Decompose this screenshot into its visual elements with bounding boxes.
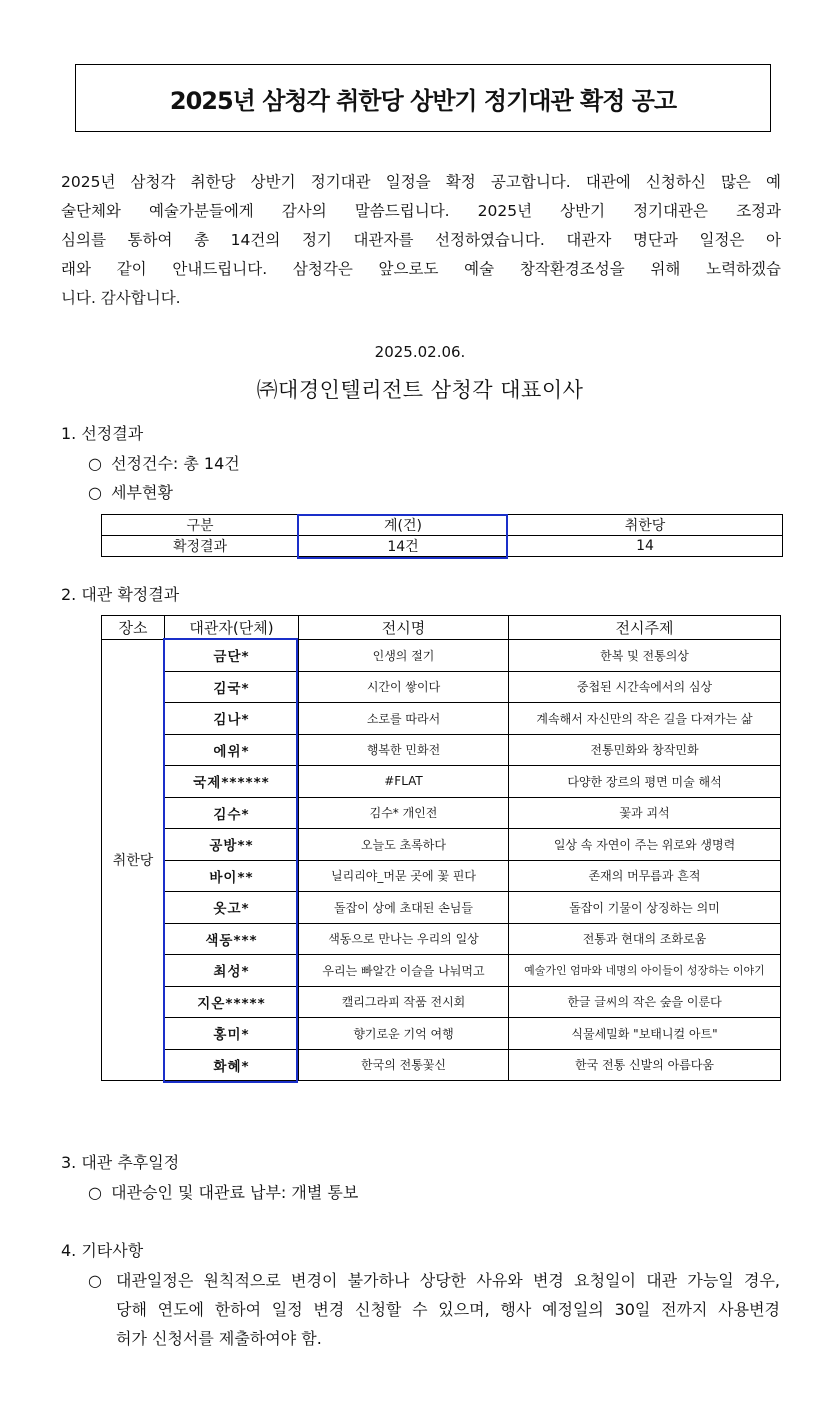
circle-bullet-icon: ○: [88, 1271, 102, 1290]
table-row: [102, 734, 781, 766]
results-header-cell: 대관자(단체): [165, 616, 299, 640]
rental-results-table: [101, 615, 781, 1081]
summary-cell: 14: [508, 536, 783, 557]
title-box: [75, 64, 771, 132]
intro-line: 2025년 삼청각 취한당 상반기 정기대관 일정을 확정 공고합니다. 대관에 신청하신 많은 예: [61, 173, 781, 191]
renter-name: 최성*: [165, 955, 299, 987]
table-row: [102, 1018, 781, 1050]
bullet-count: [88, 451, 240, 474]
exhibition-theme: 존재의 머무름과 흔적: [509, 860, 781, 892]
intro-paragraph: [61, 168, 781, 313]
bullet-details-text: 세부현황: [111, 483, 173, 502]
summary-table: [101, 514, 783, 557]
renter-name: 공방**: [165, 829, 299, 861]
exhibition-theme: 한복 및 전통의상: [509, 640, 781, 672]
exhibition-theme: 식물세밀화 "보태니컬 아트": [509, 1018, 781, 1050]
renter-name: 지온*****: [165, 986, 299, 1018]
exhibition-title: 오늘도 초록하다: [299, 829, 509, 861]
exhibition-title: 인생의 절기: [299, 640, 509, 672]
section-1-heading: 1. 선정결과: [61, 424, 144, 443]
note-line: 허가 신청서를 제출하여야 함.: [116, 1329, 322, 1348]
table-row: [102, 671, 781, 703]
summary-header-row: [102, 515, 783, 536]
announcement-date: 2025.02.06.: [374, 343, 466, 361]
circle-bullet-icon: ○: [88, 1183, 102, 1202]
table-row: [102, 986, 781, 1018]
renter-name: 색동***: [165, 923, 299, 955]
table-row: [102, 703, 781, 735]
bullet-count-text: 선정건수: 총 14건: [111, 454, 240, 473]
circle-bullet-icon: ○: [88, 483, 102, 502]
bullet-schedule-text: 대관승인 및 대관료 납부: 개별 통보: [111, 1183, 359, 1202]
exhibition-theme: 한국 전통 신발의 아름다움: [509, 1049, 781, 1081]
exhibition-theme: 계속해서 자신만의 작은 길을 다져가는 삶: [509, 703, 781, 735]
bullet-schedule: [88, 1180, 358, 1203]
summary-result-row: [102, 536, 783, 557]
table-row: [102, 829, 781, 861]
section-2-heading: 2. 대관 확정결과: [61, 585, 180, 604]
results-header-cell: 전시명: [299, 616, 509, 640]
renter-name: 김국*: [165, 671, 299, 703]
exhibition-theme: 중첩된 시간속에서의 심상: [509, 671, 781, 703]
section-4-heading: 4. 기타사항: [61, 1241, 144, 1260]
intro-line: 래와 같이 안내드립니다. 삼청각은 앞으로도 예술 창작환경조성을 위해 노력하겠습: [61, 260, 781, 278]
table-row: [102, 955, 781, 987]
exhibition-theme: 일상 속 자연이 주는 위로와 생명력: [509, 829, 781, 861]
bullet-details: [88, 480, 173, 503]
exhibition-theme: 다양한 장르의 평면 미술 해석: [509, 766, 781, 798]
circle-bullet-icon: ○: [88, 454, 102, 473]
place-cell: 취한당: [102, 640, 165, 1081]
exhibition-title: 캘리그라피 작품 전시회: [299, 986, 509, 1018]
other-notes: [116, 1266, 780, 1353]
results-header-row: [102, 616, 781, 640]
renter-name: 국제******: [165, 766, 299, 798]
exhibition-title: 김수* 개인전: [299, 797, 509, 829]
renter-name: 바이**: [165, 860, 299, 892]
page-title: 2025년 삼청각 취한당 상반기 정기대관 확정 공고: [169, 86, 677, 115]
exhibition-title: 소로를 따라서: [299, 703, 509, 735]
summary-header-cell: 취한당: [508, 515, 783, 536]
section-3-heading: 3. 대관 추후일정: [61, 1153, 180, 1172]
note-line: 당해 연도에 한하여 일정 변경 신청할 수 있으며, 행사 예정일의 30일 전까지 사용변경: [116, 1300, 780, 1319]
exhibition-title: 우리는 빠알간 이슬을 나눠먹고: [299, 955, 509, 987]
renter-name: 화혜*: [165, 1049, 299, 1081]
exhibition-title: #FLAT: [299, 766, 509, 798]
summary-cell: 확정결과: [102, 536, 299, 557]
exhibition-title: 돌잡이 상에 초대된 손님들: [299, 892, 509, 924]
table-row: [102, 797, 781, 829]
results-header-cell: 장소: [102, 616, 165, 640]
renter-name: 김나*: [165, 703, 299, 735]
exhibition-title: 색동으로 만나는 우리의 일상: [299, 923, 509, 955]
summary-cell: 14건: [299, 536, 508, 557]
note-line: 대관일정은 원칙적으로 변경이 불가하나 상당한 사유와 변경 요청일이 대관 가능일 경우,: [116, 1271, 780, 1290]
renter-name: 금단*: [165, 640, 299, 672]
table-row: [102, 923, 781, 955]
table-row: [102, 892, 781, 924]
summary-header-cell: 구분: [102, 515, 299, 536]
exhibition-theme: 전통과 현대의 조화로움: [509, 923, 781, 955]
exhibition-title: 시간이 쌓이다: [299, 671, 509, 703]
exhibition-title: 닐리리야_머문 곳에 꽃 핀다: [299, 860, 509, 892]
intro-line: 니다. 감사합니다.: [61, 289, 181, 307]
summary-header-cell: 계(건): [299, 515, 508, 536]
exhibition-title: 행복한 민화전: [299, 734, 509, 766]
renter-name: 에위*: [165, 734, 299, 766]
exhibition-theme: 돌잡이 기물이 상징하는 의미: [509, 892, 781, 924]
renter-name: 옷고*: [165, 892, 299, 924]
signer: ㈜대경인텔리전트 삼청각 대표이사: [256, 378, 584, 402]
exhibition-title: 향기로운 기억 여행: [299, 1018, 509, 1050]
table-row: [102, 766, 781, 798]
intro-line: 술단체와 예술가분들에게 감사의 말씀드립니다. 2025년 상반기 정기대관은 조정과: [61, 202, 781, 220]
renter-name: 홍미*: [165, 1018, 299, 1050]
exhibition-title: 한국의 전통꽃신: [299, 1049, 509, 1081]
exhibition-theme: 예술가인 엄마와 네명의 아이들이 성장하는 이야기: [509, 955, 781, 987]
intro-line: 심의를 통하여 총 14건의 정기 대관자를 선정하였습니다. 대관자 명단과 일정은 아: [61, 231, 781, 249]
table-row: [102, 1049, 781, 1081]
table-row: [102, 860, 781, 892]
renter-name: 김수*: [165, 797, 299, 829]
exhibition-theme: 꽃과 괴석: [509, 797, 781, 829]
exhibition-theme: 한글 글씨의 작은 숲을 이룬다: [509, 986, 781, 1018]
exhibition-theme: 전통민화와 창작민화: [509, 734, 781, 766]
results-header-cell: 전시주제: [509, 616, 781, 640]
table-row: [102, 640, 781, 672]
